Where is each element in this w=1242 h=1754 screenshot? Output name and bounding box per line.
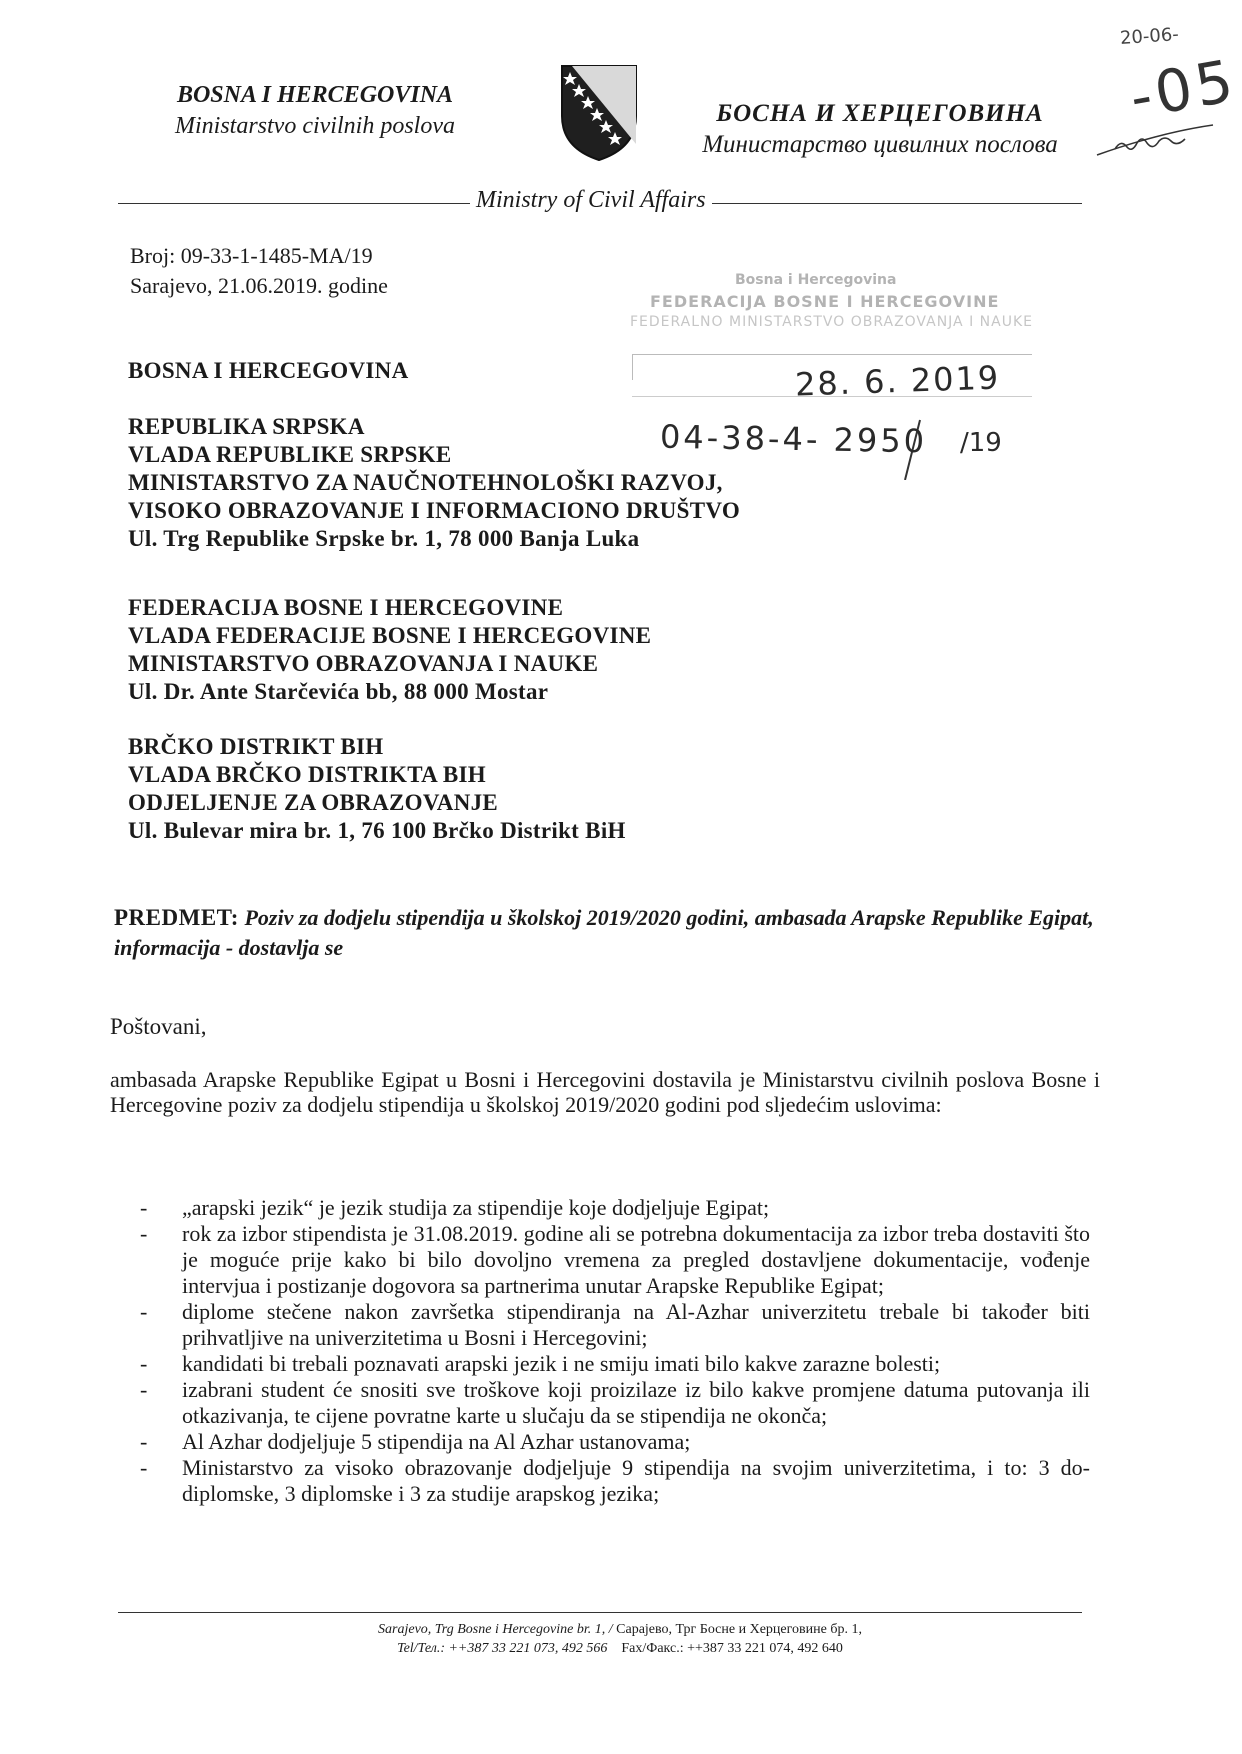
footer-address-latin: Sarajevo, Trg Bosne i Hercegovine br. 1, / — [378, 1622, 613, 1637]
letterhead-left — [150, 80, 480, 142]
salutation: Poštovani, — [110, 1014, 207, 1039]
recipient-country — [128, 357, 408, 385]
subject-label: PREDMET: — [114, 905, 239, 930]
footer-address-cyrillic: Сарајево, Трг Босне и Херцеговине бр. 1, — [616, 1622, 862, 1637]
stamp-date: 28. 6. 2019 — [794, 358, 1001, 404]
list-item: - „arapski jezik“ je jezik studija za stipendije koje dodjeljuje Egipat; — [140, 1195, 770, 1220]
stamp-number: 04-38-4- 2950 — [659, 417, 928, 461]
list-item: - izabrani student će snositi sve troškove koji proizilaze iz bilo kakve promjene datuma putovanja ili otkazivanja, te cijene povratne karte u slučaju da se stipendija ne okonča; — [140, 1377, 1090, 1428]
recipient-country-text: BOSNA I HERCEGOVINA — [128, 358, 409, 383]
address-line: MINISTARSTVO OBRAZOVANJA I NAUKE — [128, 651, 599, 676]
stamp-line-1: Bosna i Hercegovina — [735, 272, 897, 288]
list-item: - rok za izbor stipendista je 31.08.2019. godine ali se potrebna dokumentacija za izbor treba dostaviti što je moguće prije kako bi bilo dovoljno vremena za pregled dostavljene dokumentacije, vođenje intervjua i postizanje dogovora sa partnerima unutar Arapske Republike Egipat; — [140, 1221, 1090, 1298]
footer-fax: Fax/Факс.: ++387 33 221 074, 492 640 — [621, 1641, 843, 1656]
address-line: VLADA FEDERACIJE BOSNE I HERCEGOVINE — [128, 623, 652, 648]
stamp-number-suffix: /19 — [960, 428, 1002, 458]
intro-paragraph: ambasada Arapske Republike Egipat u Bosni i Hercegovini dostavila je Ministarstvu civilnih poslova Bosne i Hercegovine poziv za dodjelu stipendija u školskoj 2019/2020 godini pod sljedećim uslovima: — [110, 1067, 1100, 1117]
footer — [240, 1620, 1000, 1658]
address-line: MINISTARSTVO ZA NAUČNOTEHNOLOŠKI RAZVOJ, — [128, 470, 723, 495]
letterhead-country-latin: BOSNA I HERCEGOVINA — [176, 82, 454, 108]
address-line: VISOKO OBRAZOVANJE I INFORMACIONO DRUŠTVO — [128, 498, 741, 523]
stamp-line-2: FEDERACIJA BOSNE I HERCEGOVINE — [650, 292, 1000, 311]
subject-text: Poziv za dodjelu stipendija u školskoj 2019/2020 godini, ambasada Arapske Republike Egipat, informacija - dostavlja se — [114, 905, 1094, 960]
address-line: Ul. Dr. Ante Starčevića bb, 88 000 Mostar — [128, 679, 549, 704]
list-item-text: diplome stečene nakon završetka stipendiranja na Al-Azhar univerzitetu trebale bi također biti prihvatljive na univerzitetima u Bosni i Hercegovini; — [182, 1299, 1090, 1350]
list-item-text: kandidati bi trebali poznavati arapski jezik i ne smiju imati bilo kakve zarazne bolesti; — [182, 1351, 941, 1376]
list-item-text: izabrani student će snositi sve troškove koji proizilaze iz bilo kakve promjene datuma putovanja ili otkazivanja, te cijene povratne karte u slučaju da se stipendija ne okonča; — [182, 1377, 1090, 1428]
address-line: Ul. Bulevar mira br. 1, 76 100 Brčko Distrikt BiH — [128, 818, 626, 843]
list-item-text: Al Azhar dodjeljuje 5 stipendija na Al Azhar ustanovama; — [182, 1429, 691, 1454]
footer-rule — [118, 1612, 1082, 1613]
list-item-text: „arapski jezik“ je jezik studija za stipendije koje dodjeljuje Egipat; — [182, 1195, 770, 1220]
letterhead-ministry-latin: Ministarstvo civilnih poslova — [175, 113, 455, 139]
list-item-text: rok za izbor stipendista je 31.08.2019. godine ali se potrebna dokumentacija za izbor treba dostaviti što je moguće prije kako bi bilo dovoljno vremena za pregled dostavljene dokumentacije, vođenje intervjua i postizanje dogovora sa partnerima unutar Arapske Republike Egipat; — [182, 1221, 1090, 1298]
handwritten-signature — [1095, 115, 1215, 175]
list-item: - Al Azhar dodjeljuje 5 stipendija na Al Azhar ustanovama; — [140, 1429, 691, 1454]
recipient-federacija — [128, 594, 651, 706]
recipient-brcko — [128, 733, 626, 845]
letterhead-ministry-english: Ministry of Civil Affairs — [470, 187, 712, 214]
coat-of-arms-icon — [560, 64, 638, 162]
handwritten-date-note: 20-06- — [1119, 23, 1180, 50]
recipient-republika-srpska — [128, 413, 740, 553]
address-line: ODJELJENJE ZA OBRAZOVANJE — [128, 790, 499, 815]
letterhead-ministry-cyrillic: Министарство цивилних послова — [702, 131, 1058, 158]
address-line: VLADA REPUBLIKE SRPSKE — [128, 442, 452, 467]
letterhead-right — [680, 98, 1080, 160]
address-line: BRČKO DISTRIKT BIH — [128, 734, 384, 759]
address-line: Ul. Trg Republike Srpske br. 1, 78 000 Banja Luka — [128, 526, 640, 551]
list-item: - kandidati bi trebali poznavati arapski jezik i ne smiju imati bilo kakve zarazne bolesti; — [140, 1351, 941, 1376]
conditions-list — [140, 1195, 1090, 1507]
address-line: VLADA BRČKO DISTRIKTA BIH — [128, 762, 486, 787]
address-line: FEDERACIJA BOSNE I HERCEGOVINE — [128, 595, 564, 620]
subject — [114, 903, 1104, 963]
list-item: - diplome stečene nakon završetka stipendiranja na Al-Azhar univerzitetu trebale bi također biti prihvatljive na univerzitetima u Bosni i Hercegovini; — [140, 1299, 1090, 1350]
reference-number: Broj: 09-33-1-1485-MA/19 — [130, 243, 373, 268]
list-item: - Ministarstvo za visoko obrazovanje dodjeljuje 9 stipendija na svojim univerzitetima, i to: 3 do-diplomske, 3 diplomske i 3 za studije arapskog jezika; — [140, 1455, 1090, 1506]
reference-block — [130, 241, 388, 301]
address-line: REPUBLIKA SRPSKA — [128, 414, 365, 439]
list-item-text: Ministarstvo za visoko obrazovanje dodjeljuje 9 stipendija na svojim univerzitetima, i to: 3 do-diplomske, 3 diplomske i 3 za studije arapskog jezika; — [182, 1455, 1090, 1506]
stamp-line-3: FEDERALNO MINISTARSTVO OBRAZOVANJA I NAUKE — [630, 314, 1033, 330]
reference-place-date: Sarajevo, 21.06.2019. godine — [130, 273, 388, 298]
letterhead-country-cyrillic: БОСНА И ХЕРЦЕГОВИНА — [716, 100, 1044, 127]
footer-phone: Tel/Тел.: ++387 33 221 073, 492 566 — [397, 1641, 608, 1656]
handwritten-number: -05 — [1124, 46, 1242, 132]
